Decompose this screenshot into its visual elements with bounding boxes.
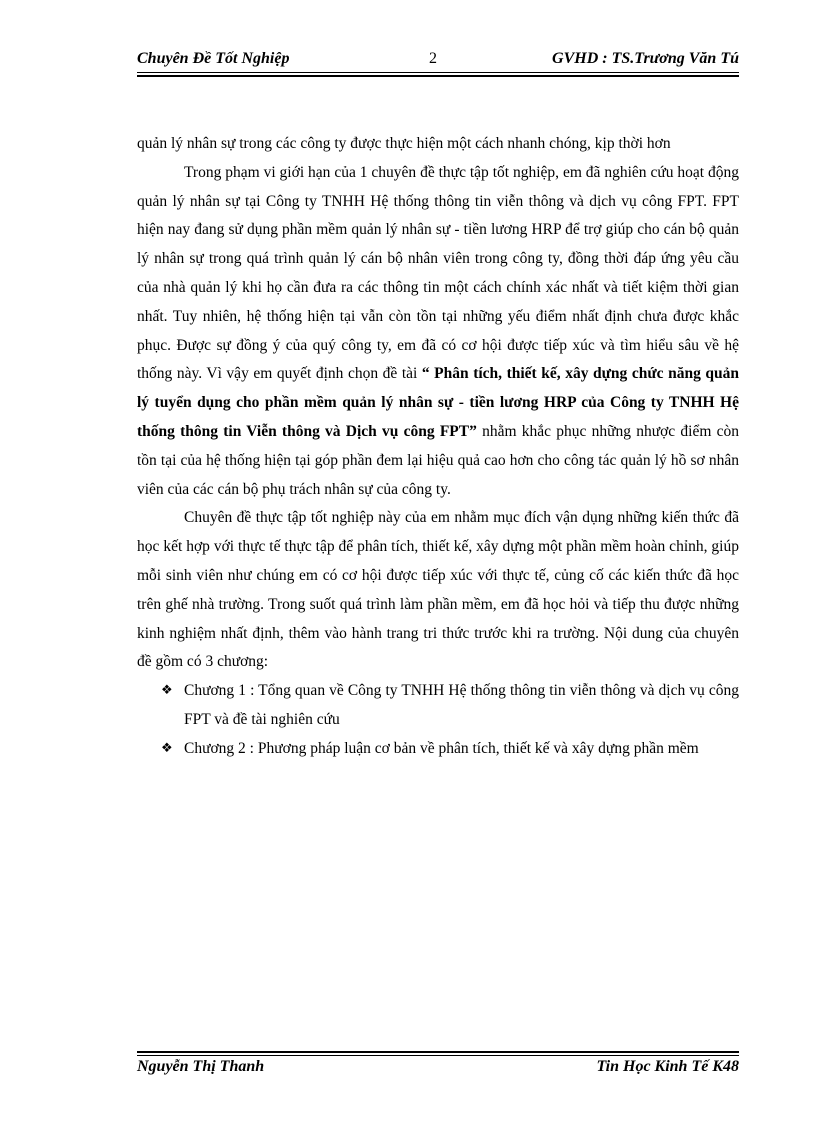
paragraph-2-end: nhằm khắc phục những nhược điểm còn tồn tại của hệ thống hiện tại góp phần đem lại hiệu quả cao hơn cho công tác quản lý hồ sơ nhân viên của các cán bộ phụ trách nhân sự của công ty. [137,422,739,498]
document-body [137,130,739,764]
diamond-bullet-icon: ❖ [161,740,173,756]
footer-class: Tin Học Kinh Tế K48 [596,1058,739,1075]
page-footer [137,1058,739,1080]
chapter-list [137,677,739,763]
header-rule-thick [137,75,739,77]
footer-author: Nguyễn Thị Thanh [137,1058,265,1075]
paragraph-2 [137,159,739,505]
header-rule-thin [137,72,739,73]
chapter-2-text: Chương 2 : Phương pháp luận cơ bản về phân tích, thiết kế và xây dựng phần mềm [184,739,699,757]
list-item [137,735,739,764]
page-number: 2 [429,50,437,67]
paragraph-2-intro: Trong phạm vi giới hạn của 1 chuyên đề thực tập tốt nghiệp, em đã nghiên cứu hoạt động quản lý nhân sự tại Công ty TNHH Hệ thống thông tin viễn thông và dịch vụ công FPT. FPT hiện nay đang sử dụng phần mềm quản lý nhân sự - tiền lương HRP để trợ giúp cho cán bộ quản lý nhân sự trong quá trình quản lý cán bộ nhân viên trong công ty, đồng thời đáp ứng yêu cầu của nhà quản lý khi họ cần đưa ra các thông tin một cách chính xác nhất và tiết kiệm thời gian nhất. Tuy nhiên, hệ thống hiện tại vẫn còn tồn tại những yếu điểm nhất định chưa được khắc phục. Được sự đồng ý của quý công ty, em đã có cơ hội được tiếp xúc và tìm hiểu sâu về hệ thống này. Vì vậy em quyết định chọn đề tài [137,163,739,383]
page-header [137,46,739,72]
header-title: Chuyên Đề Tốt Nghiệp [137,50,290,67]
footer-rule-thick [137,1051,739,1053]
paragraph-1: quản lý nhân sự trong các công ty được thực hiện một cách nhanh chóng, kịp thời hơn [137,135,671,152]
paragraph-3: Chuyên đề thực tập tốt nghiệp này của em nhằm mục đích vận dụng những kiến thức đã học kết hợp với thực tế thực tập để phân tích, thiết kế, xây dựng một phần mềm hoàn chỉnh, giúp mỗi sinh viên như chúng em có cơ hội được tiếp xúc với thực tế, củng cố các kiến thức đã học trên ghế nhà trường. Trong suốt quá trình làm phần mềm, em đã học hỏi và tiếp thu được những kinh nghiệm nhất định, thêm vào hành trang tri thức trước khi ra trường. Nội dung của chuyên đề gồm có 3 chương: [137,509,739,671]
diamond-bullet-icon: ❖ [161,683,173,699]
thesis-title: “ Phân tích, thiết kế, xây dựng chức năng quản lý tuyển dụng cho phần mềm quản lý nhân sự - tiền lương HRP của Công ty TNHH Hệ thống thông tin Viễn thông và Dịch vụ công FPT” [137,365,739,440]
list-item [137,677,739,735]
footer-rule-thin [137,1055,739,1056]
header-advisor: GVHD : TS.Trương Văn Tú [552,50,739,67]
chapter-1-text: Chương 1 : Tổng quan về Công ty TNHH Hệ thống thông tin viễn thông và dịch vụ công FPT và đề tài nghiên cứu [184,682,739,728]
